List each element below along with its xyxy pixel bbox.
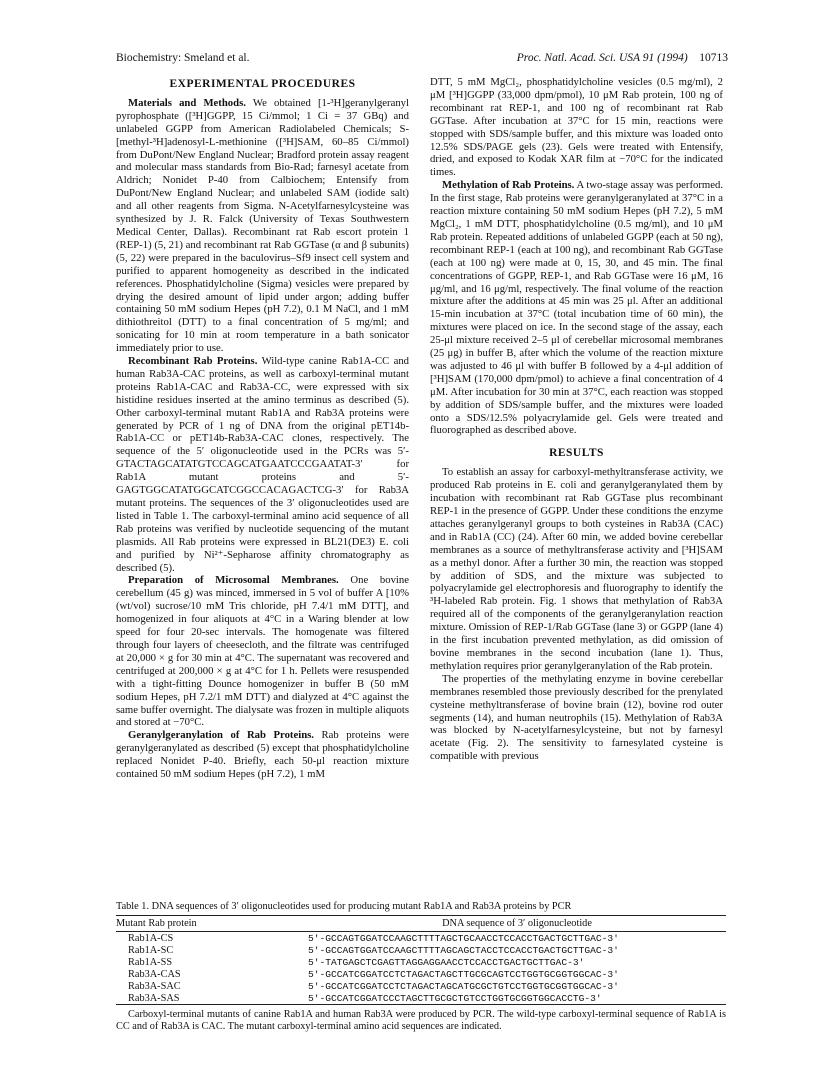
dna-sequence: 5′-GCCAGTGGATCCAAGCTTTTAGCAGCTACCTCCACCTGACTGCTTGAC-3′ [308,944,619,956]
paragraph-microsomal [116,574,409,729]
paragraph-text: We obtained [1-³H]geranylgeranyl pyrophosphate ([³H]GGPP, 15 Ci/mmol; 1 Ci = 37 GBq) and unlabeled GGPP from American Radiolabeled Chemicals; S-[methyl-³H]adenosyl-L-methionine ([³H]SAM, 60–85 Ci/mmol) from DuPont/New England Nuclear; Bradford protein assay reagent and molecular mass standards from Bio-Rad; farnesyl acetate from Aldrich; Nonidet P-40 from Calbiochem; Entensify from DuPont/New England Nuclear; and unlabeled SAM (iodide salt) and all other reagents from Sigma. N-Acetylfarnesylcysteine was synthesized by J. R. Falck (University of Texas Southwestern Medical Center, Dallas). Recombinant rat Rab escort protein 1 (REP-1) (5, 21) and recombinant rat Rab GGTase (α and β subunits) (5, 22) were prepared in the baculovirus–Sf9 insect cell system and purified to apparent homogeneity as described in the indicated references. Phosphatidylcholine (Sigma) vesicles were prepared by drying the desired amount of lipid under argon; adding buffer containing 50 mM sodium Hepes (pH 7.2), 0.1 M NaCl, and 1 mM dithiothreitol (DTT) to a final concentration of 5 mg/ml; and sonicating for 10 min at room temperature in a bath sonicator immediately prior to use. [116,96,409,355]
protein-name: Rab1A-SC [128,944,174,956]
right-column [430,76,723,763]
table-1 [116,901,726,1034]
section-title-experimental: EXPERIMENTAL PROCEDURES [169,78,356,90]
paragraph-recombinant-rab [116,355,409,574]
protein-name: Rab1A-SS [128,956,173,968]
protein-name: Rab3A-SAS [116,992,308,1005]
table-footnote: Carboxyl-terminal mutants of canine Rab1A and human Rab3A were produced by PCR. The wild-type carboxyl-terminal sequence of Rab1A is CC and of Rab3A is CAC. The mutant carboxyl-terminal amino acid sequences are indicated. [116,1009,726,1033]
paragraph-text: DTT, 5 mM MgCl₂, phosphatidylcholine vesicles (0.5 mg/ml), 2 μM [³H]GGPP (33,000 dpm/pmol), 10 μM Rab protein, 100 ng of recombinant rat REP-1, and 100 ng of recombinant rat Rab GGTase. After incubation at 37°C for 15 min, reactions were stopped with SDS/sample buffer, and this mixture was loaded onto 12.5% SDS/PAGE gels (23). Gels were treated with Entensify, dried, and exposed to Kodak XAR film at −70°C for the indicated times. [430,76,723,179]
table-row [116,980,726,992]
paragraph-materials [116,97,409,355]
runin-heading: Materials and Methods. [128,96,246,109]
paragraph-results-2 [430,673,723,763]
table-row [116,956,726,968]
runin-heading: Preparation of Microsomal Membranes. [128,574,339,587]
running-header [116,52,728,68]
protein-name: Rab1A-CS [128,932,174,944]
paragraph-text: Wild-type canine Rab1A-CC and human Rab3A-CAC proteins, as well as carboxyl-terminal mutant proteins Rab1A-CAC and Rab3A-CC, were expressed with six histidine residues inserted at the amino terminus as described (5). Other carboxyl-terminal mutant Rab1A and Rab3A proteins were generated by PCR of 1 ng of DNA from the original pET14b-Rab1A-CC or pET14b-Rab3A-CAC clones, respectively. The sequence of the 5′ oligonucleotide used in the PCRs was 5′-GTACTAGCATATGTCCAGCATGAATCCCGAATAT-3′ for Rab1A mutant proteins and 5′-GAGTGGCATATGGCATCGGCCACAGACTCG-3′ for Rab3A mutant proteins. The sequences of the 3′ oligonucleotides used are listed in Table 1. The carboxyl-terminal amino acid sequence of all Rab proteins was verified by nucleotide sequencing of the mutant plasmids. All Rab proteins were expressed in BL21(DE3) E. coli and purified by Ni²⁺-Sepharose affinity chromatography as described (5). [116,355,410,574]
protein-name: Rab3A-CAS [128,968,181,980]
paragraph-methylation [430,179,723,437]
dna-sequence: 5′-GCCATCGGATCCCTAGCTTGCGCTGTCCTGGTGCGGTGGCACCTG-3′ [308,992,726,1005]
journal-citation: Proc. Natl. Acad. Sci. USA 91 (1994) [516,52,688,64]
paragraph-continued [430,76,723,179]
table-row [116,992,726,1005]
left-column [116,76,409,781]
table-header-row [116,916,726,932]
dna-sequence: 5′-GCCATCGGATCCTCTAGACTAGCTTGCGCAGTCCTGGTGCGGTGGCAC-3′ [308,968,619,980]
table-row [116,968,726,980]
paragraph-geranylgeranylation [116,729,409,781]
journal-right-header [517,52,728,64]
column-header-protein: Mutant Rab protein [116,916,308,932]
page-number: 10713 [699,52,728,64]
paragraph-text: To establish an assay for carboxyl-methyltransferase activity, we produced Rab proteins in E. coli and geranylgeranylated them by incubation with recombinant rat Rab GGTase plus recombinant REP-1 in the presence of GGPP. Under these conditions the enzyme attaches geranylgeranyl groups to both cysteines in Rab3A (CAC) and in Rab1A (CC) (24). After 60 min, we added bovine cerebellar membranes as a source of methyltransferase activity and [³H]SAM as a methyl donor. After a further 30 min, the reaction was stopped by addition of SDS, and the mixture was subjected to polyacrylamide gel electrophoresis and fluorography to identify the ³H-labeled Rab protein. Fig. 1 shows that methylation of Rab3A required all of the components of the geranylgeranylation reaction mixture. Omission of REP-1/Rab GGTase (lane 3) or GGPP (lane 4) in the first incubation prevented methylation, as did omission of bovine membranes in the second incubation (lane 1). Thus, methylation requires prior geranylgeranylation of the Rab protein. [430,466,723,672]
runin-heading: Recombinant Rab Proteins. [128,355,258,368]
paragraph-text: The properties of the methylating enzyme in bovine cerebellar membranes resembled those previously described for the prenylated cysteine methyltransferase of bovine brain (12), bovine rod outer segments (14), and human neutrophils (15). Methylation of Rab3A was blocked by N-acetylfarnesylcysteine, but not by farnesyl acetate (Fig. 2). The sensitivity to farnesylated cysteine is compatible with previous [430,672,723,763]
dna-sequence: 5′-TATGAGCTCGAGTTAGGAGGAACCTCCACCTGACTGCTTGAC-3′ [308,956,585,968]
table-caption: Table 1. DNA sequences of 3′ oligonucleotides used for producing mutant Rab1A and Rab3A proteins by PCR [116,901,572,912]
paragraph-text: Rab proteins were geranylgeranylated as described (5) except that phosphatidylcholine replaced Nonidet P-40. Briefly, each 50-μl reaction mixture contained 50 mM sodium Hepes (pH 7.2), 1 mM [116,729,409,781]
oligonucleotide-table [116,915,726,1005]
dna-sequence: 5′-GCCAGTGGATCCAAGCTTTTAGCTGCAACCTCCACCTGACTGCTTGAC-3′ [308,932,619,944]
runin-heading: Methylation of Rab Proteins. [442,179,575,192]
paragraph-results-1 [430,466,723,673]
paragraph-text: A two-stage assay was performed. In the first stage, Rab proteins were geranylgeranylated at 37°C in a reaction mixture containing 50 mM sodium Hepes (pH 7.2), 5 mM MgCl₂, 1 mM DTT, phosphatidylcholine (0.5 mg/ml), and 10 μM Rab protein. Repeated additions of unlabeled GGPP (each at 50 ng), recombinant REP-1 (each at 100 ng), and recombinant Rab GGTase (each at 100 ng) were made at 0, 15, 30, and 45 min. The final concentrations of GGPP, REP-1, and Rab GGTase were 16 μM, 16 μg/ml, and 16 μg/ml, respectively. The final volume of the reaction mixture after the additions at 45 min was 25 μl. After an additional 15-min incubation at 37°C (total incubation time of 60 min), the mixtures were placed on ice. In the second stage of the assay, each 25-μl mixture received 2–5 μl of cerebellar microsomal membranes (25 μg) in buffer B, after which the volume of the reaction mixture was adjusted to 46 μl with buffer B followed by a 4-μl addition of [³H]SAM (170,000 dpm/pmol) to achieve a final concentration of 4 μM. After incubation for 30 min at 37°C, each reaction was stopped by addition of SDS/sample buffer, and the mixtures were loaded onto a SDS/12.5% polyacrylamide gel. Gels were treated and fluorographed as described above. [430,179,724,437]
dna-sequence: 5′-GCCATCGGATCCTCTAGACTAGCATGCGCTGTCCTGGTGCGGTGGCAC-3′ [308,980,619,992]
table-row [116,944,726,956]
section-title-results: RESULTS [549,447,604,460]
journal-left-header: Biochemistry: Smeland et al. [116,52,250,64]
protein-name: Rab3A-SAC [128,980,181,992]
paragraph-text: One bovine cerebellum (45 g) was minced, immersed in 5 vol of buffer A [10% (wt/vol) sucrose/10 mM Tris chloride, pH 7.4/1 mM DTT], and homogenized in four aliquots at 4°C in a Waring blender at low speed for four 20-sec intervals. The homogenate was filtered through four layers of cheesecloth, and the filtrate was centrifuged at 20,000 × g for 30 min at 4°C. The supernatant was recovered and centrifuged at 200,000 × g at 4°C for 1 h. Pellets were resuspended with a tight-fitting Dounce homogenizer in buffer B (50 mM sodium Hepes, pH 7.2/1 mM DTT) and dialyzed at 4°C against the same buffer overnight. The dialysate was frozen in multiple aliquots and stored at −70°C. [116,574,409,729]
column-header-sequence: DNA sequence of 3′ oligonucleotide [308,916,726,932]
table-row [116,932,726,945]
runin-heading: Geranylgeranylation of Rab Proteins. [128,729,314,742]
